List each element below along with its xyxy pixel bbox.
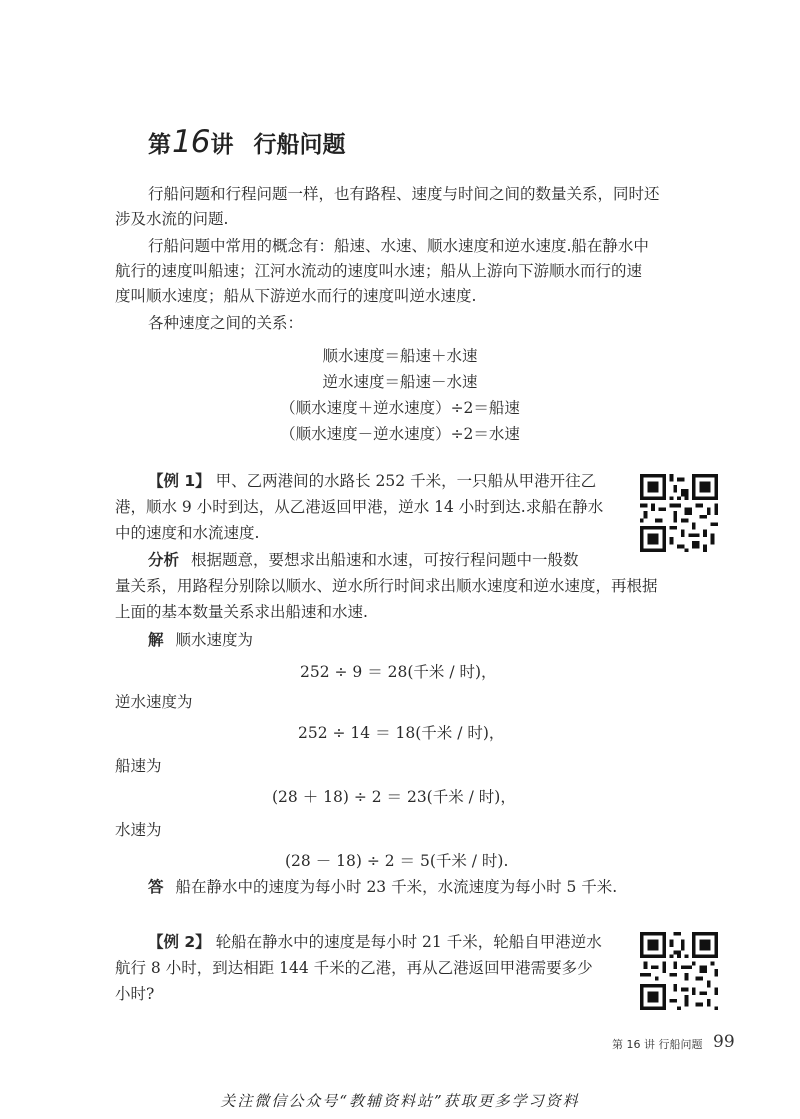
answer-label: 答 (148, 878, 164, 896)
analysis-label: 分析 (148, 551, 180, 569)
step3-formula: (28 ＋ 18) ÷ 2 ＝ 23(千米 / 时)， (272, 788, 516, 806)
intro-p3: 各种速度之间的关系： (148, 314, 304, 332)
chapter-name: 行船问题 (253, 132, 346, 158)
intro-p1-line2: 涉及水流的问题. (115, 210, 229, 228)
intro-p2-line2: 航行的速度叫船速；江河水流动的速度叫水速；船从上游向下游顺水而行的速 (115, 262, 643, 280)
answer-text: 船在静水中的速度为每小时 23 千米，水流速度为每小时 5 千米. (175, 878, 618, 896)
example1-line1 (148, 469, 596, 494)
step1-intro: 顺水速度为 (175, 631, 254, 649)
intro-p1-line1: 行船问题和行程问题一样，也有路程、速度与时间之间的数量关系，同时还 (148, 185, 660, 203)
example2-line3: 小时? (115, 985, 155, 1003)
chapter-number: 16 (172, 124, 210, 160)
relation-3: （顺水速度＋逆水速度）÷2＝船速 (280, 399, 520, 417)
example1-line3: 中的速度和水流速度. (115, 524, 260, 542)
example2-text1: 轮船在静水中的速度是每小时 21 千米，轮船自甲港逆水 (215, 933, 602, 951)
chapter-suffix: 讲 (210, 132, 234, 158)
answer-line (148, 875, 617, 900)
step1-formula: 252 ÷ 9 ＝ 28(千米 / 时)， (300, 663, 497, 681)
example1-line2: 港，顺水 9 小时到达，从乙港返回甲港，逆水 14 小时到达.求船在静水 (115, 498, 604, 516)
example1-text1: 甲、乙两港间的水路长 252 千米，一只船从甲港开往乙 (215, 472, 597, 490)
analysis-line1 (148, 548, 579, 573)
watermark-text: 关注微信公众号“教辅资料站”获取更多学习资料 (220, 1092, 580, 1110)
relation-2: 逆水速度＝船速－水速 (322, 373, 478, 391)
page-number: 99 (713, 1032, 735, 1052)
relation-4: （顺水速度－逆水速度）÷2＝水速 (280, 425, 520, 443)
footer-chapter: 第 16 讲 行船问题 (612, 1038, 703, 1051)
example2-line2: 航行 8 小时，到达相距 144 千米的乙港，再从乙港返回甲港需要多少 (115, 959, 593, 977)
relation-1: 顺水速度＝船速＋水速 (322, 347, 478, 365)
example1-label: 【例 1】 (148, 472, 211, 490)
step3-intro: 船速为 (115, 757, 162, 775)
qr-code-example2[interactable] (640, 932, 718, 1010)
analysis-line2: 量关系，用路程分别除以顺水、逆水所行时间求出顺水速度和逆水速度，再根据 (115, 577, 658, 595)
chapter-prefix: 第 (148, 132, 171, 158)
step2-formula: 252 ÷ 14 ＝ 18(千米 / 时)， (298, 724, 505, 742)
step4-formula: (28 － 18) ÷ 2 ＝ 5(千米 / 时). (285, 852, 509, 870)
intro-p2-line3: 度叫顺水速度；船从下游逆水而行的速度叫逆水速度. (115, 287, 477, 305)
intro-p2-line1: 行船问题中常用的概念有：船速、水速、顺水速度和逆水速度.船在静水中 (148, 237, 649, 255)
chapter-title (148, 124, 345, 160)
solution-line (148, 628, 253, 653)
qr-code-example1[interactable] (640, 474, 718, 552)
page-footer (0, 1032, 800, 1054)
analysis-text1: 根据题意，要想求出船速和水速，可按行程问题中一般数 (191, 551, 579, 569)
example2-label: 【例 2】 (148, 933, 211, 951)
step4-intro: 水速为 (115, 821, 162, 839)
solution-label: 解 (148, 631, 164, 649)
example2-line1 (148, 930, 602, 955)
analysis-line3: 上面的基本数量关系求出船速和水速. (115, 603, 368, 621)
step2-intro: 逆水速度为 (115, 693, 193, 711)
